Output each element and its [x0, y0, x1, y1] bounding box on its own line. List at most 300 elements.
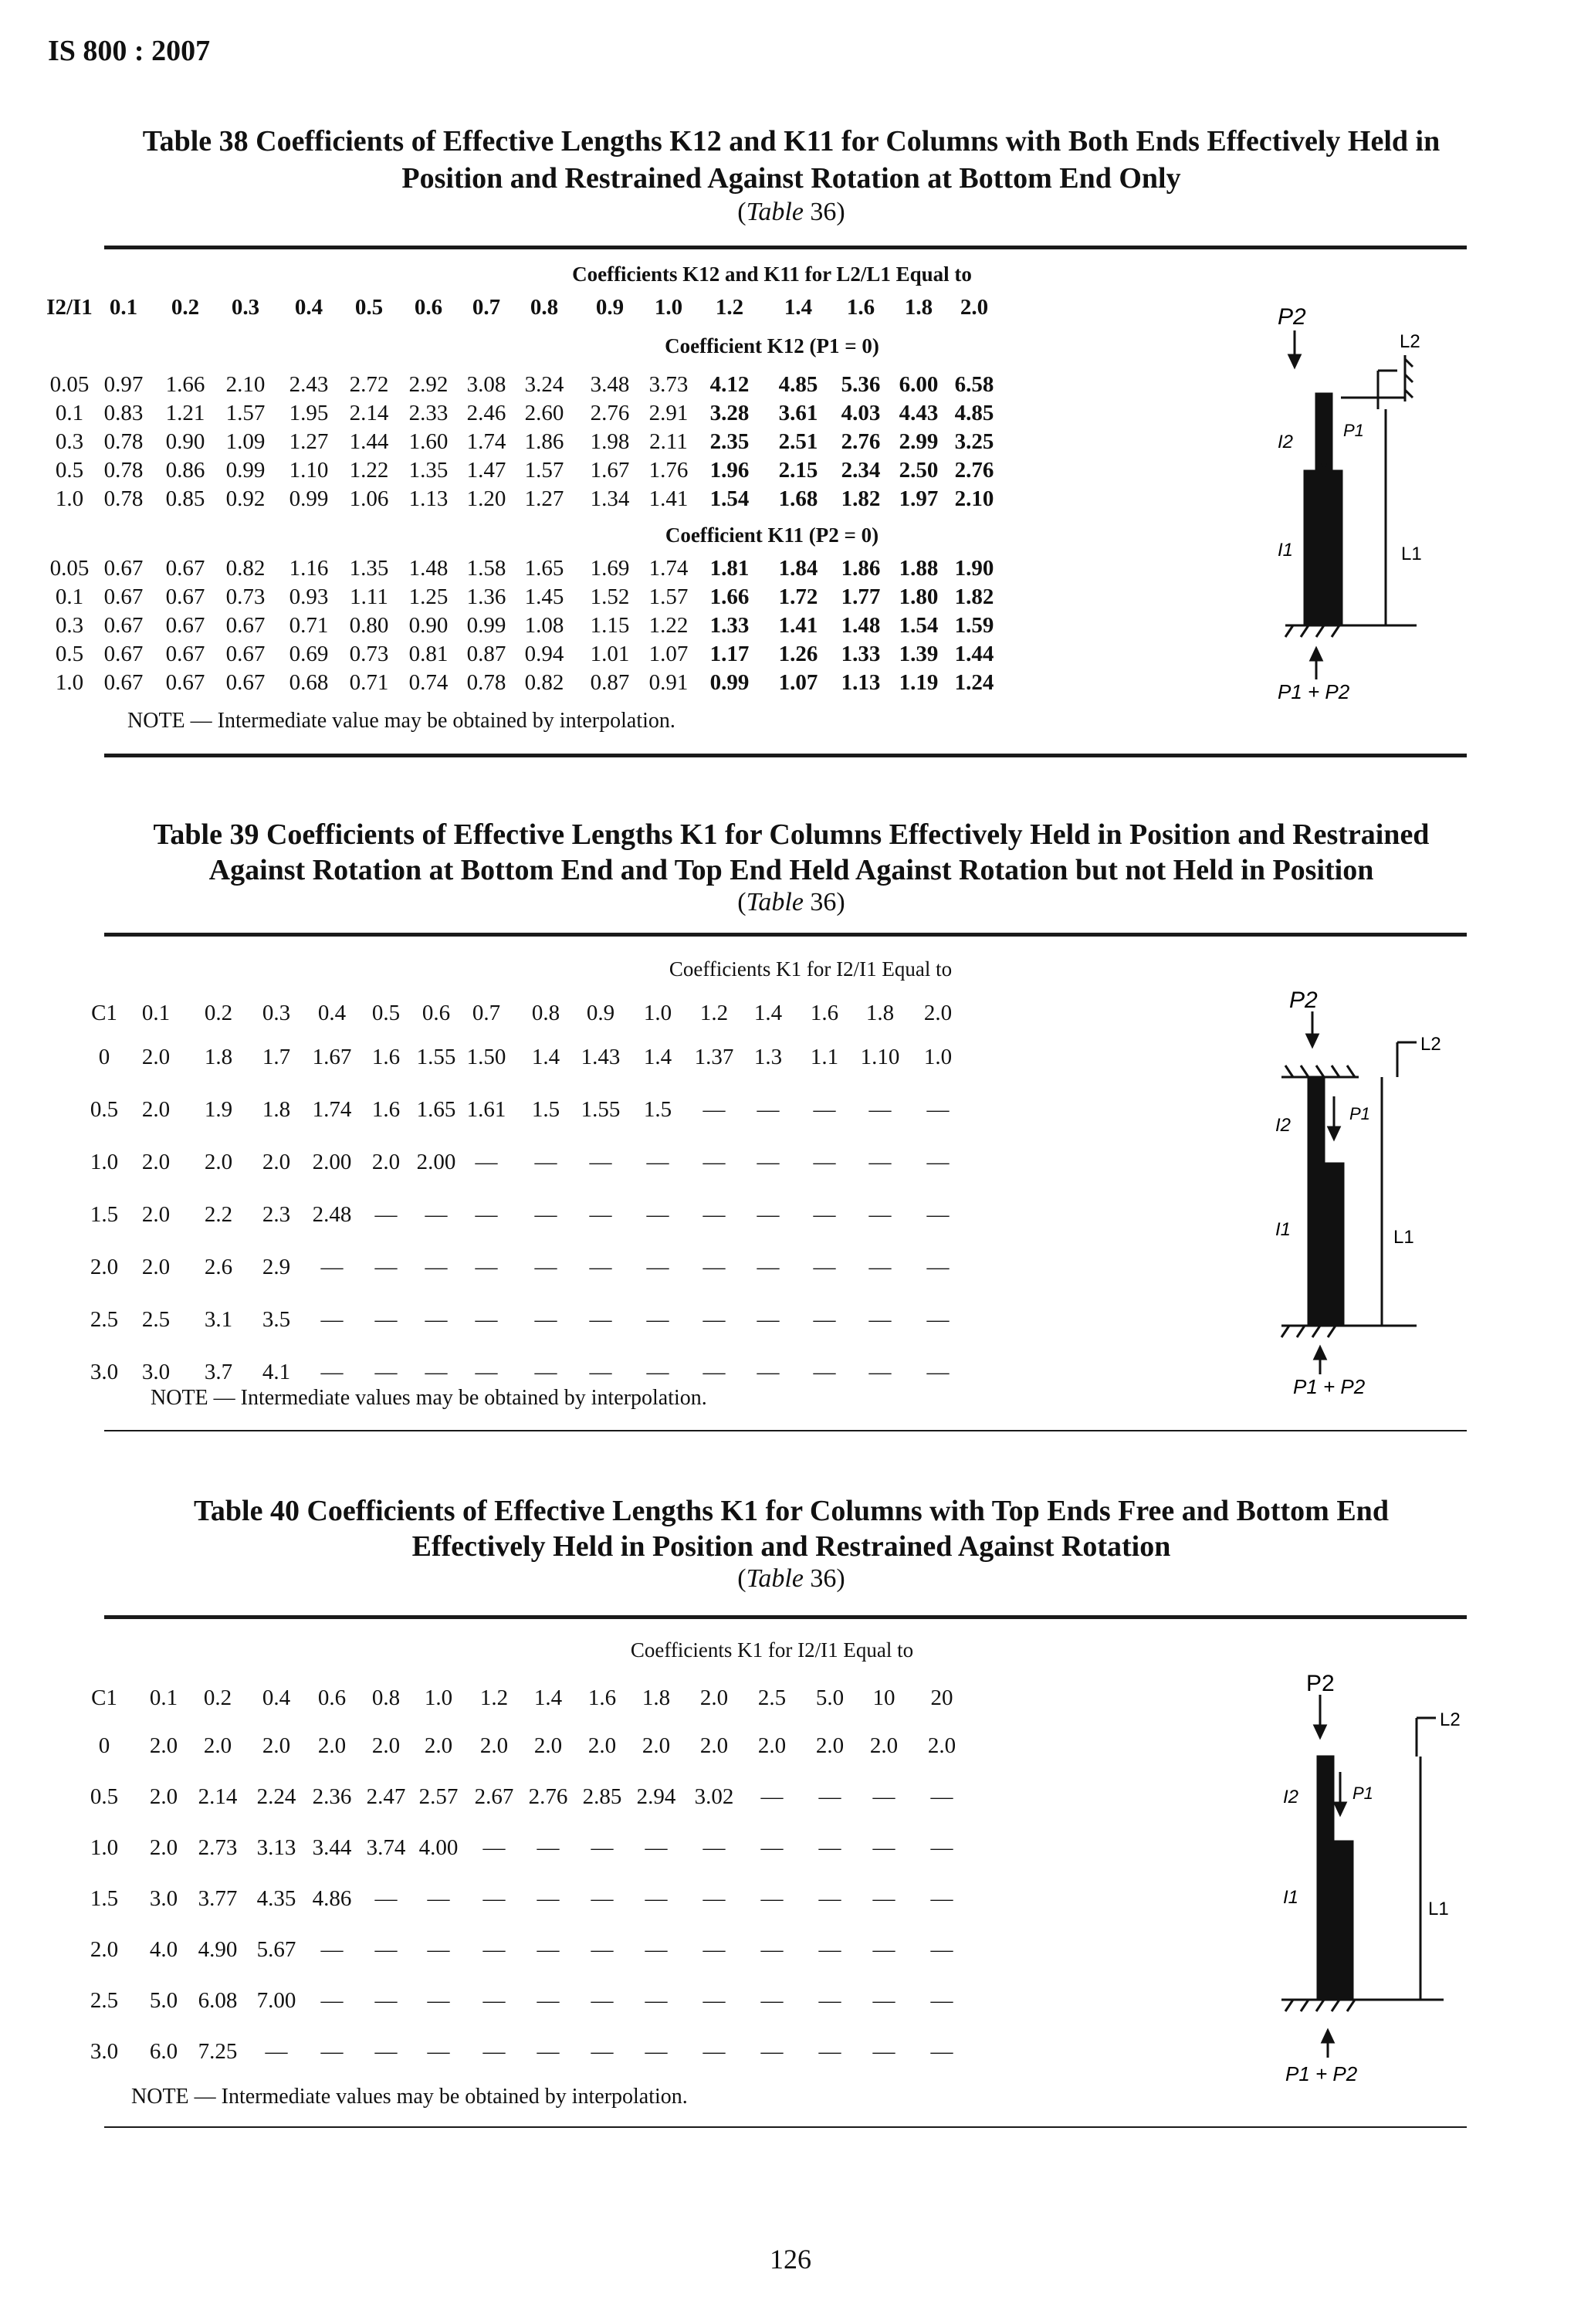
table40-row-label: 0.5	[90, 1784, 119, 1809]
table38-column-header: 0.9	[595, 295, 625, 320]
table39-table-cell: —	[702, 1307, 726, 1332]
table39-table-cell: 1.4	[643, 1045, 672, 1069]
table38-table-cell: 1.09	[225, 429, 266, 454]
table39-table-cell: —	[589, 1255, 612, 1279]
table39-table-cell: 2.6	[204, 1255, 233, 1279]
table38-table-cell: 1.52	[590, 584, 630, 609]
table38-table-cell: 1.06	[349, 486, 389, 511]
table39-table-cell: 1.10	[860, 1045, 900, 1069]
table39-table-cell: 1.55	[416, 1045, 456, 1069]
table39-table-cell: —	[534, 1307, 557, 1332]
table39-table-cell: 3.7	[204, 1360, 233, 1384]
table39-row-label: 2.0	[90, 1255, 119, 1279]
table38-table-cell: 0.81	[408, 642, 449, 666]
fig40-p1p2-label: P1 + P2	[1285, 2062, 1358, 2085]
table40-table-cell: 3.74	[366, 1835, 406, 1860]
table39-table-cell: 2.0	[141, 1255, 171, 1279]
fig38-p2-label: P2	[1278, 304, 1306, 330]
table38-table-cell: 3.73	[648, 372, 689, 397]
table39-column-header: 1.8	[865, 1001, 895, 1025]
table40-table-cell: —	[872, 1886, 895, 1911]
fig39-i2-label: I2	[1275, 1115, 1292, 1136]
table39-column-header: 1.2	[699, 1001, 729, 1025]
table40-table-cell: —	[645, 2039, 668, 2064]
table40-table-cell: —	[930, 1937, 953, 1962]
table40-table-cell: —	[645, 1937, 668, 1962]
table40-caption: Coefficients K1 for I2/I1 Equal to	[630, 1638, 914, 1662]
table40-table-cell: —	[537, 1886, 560, 1911]
fig38-l1-label: L1	[1401, 544, 1422, 564]
table38-table-cell: 1.26	[778, 642, 818, 666]
table39-table-cell: —	[926, 1097, 950, 1122]
table38-column-header: 0.4	[294, 295, 323, 320]
table38-table-cell: 1.11	[350, 584, 388, 609]
table39-table-cell: —	[534, 1255, 557, 1279]
table38-table-cell: 0.91	[648, 670, 689, 695]
table40-table-cell: 2.36	[312, 1784, 352, 1809]
table38-table-cell: 1.54	[899, 613, 939, 638]
fig40-p2-label: P2	[1306, 1671, 1335, 1696]
table40-table-cell: —	[265, 2039, 288, 2064]
table40-top-rule	[104, 1615, 1467, 1619]
table38-table-cell: 1.24	[954, 670, 994, 695]
table39-table-cell: 1.61	[466, 1097, 506, 1122]
table40-table-cell: 6.0	[149, 2039, 178, 2064]
table40-table-cell: —	[930, 1784, 953, 1809]
table39-table-cell: —	[320, 1307, 344, 1332]
table38-table-cell: 0.67	[165, 556, 205, 581]
table40-table-cell: —	[537, 1937, 560, 1962]
table39-table-cell: —	[425, 1360, 448, 1384]
table40-table-cell: —	[818, 1784, 841, 1809]
table39-row-label: 0.5	[90, 1097, 119, 1122]
table38-table-cell: 1.10	[289, 458, 329, 483]
table40-table-cell: 3.13	[256, 1835, 296, 1860]
table39-column-header: 0.2	[204, 1001, 233, 1025]
table40-row-label: 2.0	[90, 1937, 119, 1962]
table39-table-cell: 2.5	[141, 1307, 171, 1332]
table38-table-cell: 0.83	[103, 401, 144, 425]
table39-row-label: 2.5	[90, 1307, 119, 1332]
table39-table-cell: —	[813, 1202, 836, 1227]
table40-table-cell: 2.0	[149, 1835, 178, 1860]
table39-column-header: 0.6	[421, 1001, 451, 1025]
table39-table-cell: —	[589, 1202, 612, 1227]
table38-table-cell: 2.92	[408, 372, 449, 397]
table38-column-header: 0.8	[530, 295, 559, 320]
table40-table-cell: 3.0	[149, 1886, 178, 1911]
table40-table-cell: —	[818, 1988, 841, 2013]
table38-table-cell: 1.08	[524, 613, 564, 638]
table39-table-cell: —	[425, 1307, 448, 1332]
fig40-l2-label: L2	[1440, 1709, 1461, 1730]
table38-table-cell: 0.80	[349, 613, 389, 638]
table39-table-cell: 1.8	[262, 1097, 291, 1122]
table40-table-cell: 2.0	[587, 1733, 617, 1758]
table38-table-cell: 1.96	[709, 458, 750, 483]
table38-table-cell: 2.91	[648, 401, 689, 425]
table39-table-cell: —	[320, 1255, 344, 1279]
table39-table-cell: 1.43	[581, 1045, 621, 1069]
fig38-i2-label: I2	[1278, 432, 1294, 452]
table40-table-cell: 5.0	[149, 1988, 178, 2013]
table39-table-cell: —	[813, 1307, 836, 1332]
table40-table-cell: 2.0	[699, 1733, 729, 1758]
table38-row-label: 1.0	[55, 486, 84, 511]
table40-table-cell: 3.77	[198, 1886, 238, 1911]
table38-table-cell: 0.67	[225, 642, 266, 666]
table38-row-label: 1.0	[55, 670, 84, 695]
fig39-p1-label: P1	[1349, 1104, 1370, 1123]
table39-table-cell: 2.0	[141, 1202, 171, 1227]
table40-table-cell: 4.0	[149, 1937, 178, 1962]
table40-table-cell: 3.44	[312, 1835, 352, 1860]
table38-table-cell: 1.20	[466, 486, 506, 511]
table38-table-cell: 3.28	[709, 401, 750, 425]
table38-row-label: 0.3	[55, 429, 84, 454]
table38-table-cell: 1.97	[899, 486, 939, 511]
table39-table-cell: —	[475, 1360, 498, 1384]
table38-table-cell: 1.86	[524, 429, 564, 454]
table40-table-cell: 4.35	[256, 1886, 296, 1911]
table40-column-header: 1.0	[424, 1685, 453, 1710]
table39-table-cell: —	[757, 1360, 780, 1384]
table40-table-cell: —	[591, 1937, 614, 1962]
table38-table-cell: 2.15	[778, 458, 818, 483]
table40-table-cell: —	[930, 1835, 953, 1860]
table38-table-cell: 1.41	[778, 613, 818, 638]
table38-table-cell: 1.33	[709, 613, 750, 638]
table40-row-label: 2.5	[90, 1988, 119, 2013]
table39-table-cell: 2.0	[262, 1150, 291, 1174]
table38-caption: Coefficients K12 and K11 for L2/L1 Equal to	[572, 263, 972, 286]
table39-table-cell: 1.0	[923, 1045, 953, 1069]
table40-table-cell: —	[872, 2039, 895, 2064]
table39-table-cell: 1.5	[643, 1097, 672, 1122]
fig39-i1-label: I1	[1275, 1219, 1292, 1240]
table39-table-cell: —	[868, 1150, 892, 1174]
table39-table-cell: —	[868, 1097, 892, 1122]
table38-table-cell: 0.78	[103, 429, 144, 454]
table38-table-cell: 1.82	[841, 486, 881, 511]
table39-table-cell: 1.6	[371, 1045, 401, 1069]
table38-table-cell: 1.34	[590, 486, 630, 511]
table38-table-cell: 1.69	[590, 556, 630, 581]
table38-table-cell: 4.03	[841, 401, 881, 425]
table38-table-cell: 2.76	[954, 458, 994, 483]
table39-column-diagram	[1266, 981, 1467, 1397]
table40-table-cell: —	[702, 1835, 726, 1860]
table40-table-cell: 2.0	[371, 1733, 401, 1758]
table39-table-cell: —	[813, 1255, 836, 1279]
table38-table-cell: 0.71	[289, 613, 329, 638]
table40-table-cell: 2.0	[642, 1733, 671, 1758]
table39-table-cell: —	[702, 1255, 726, 1279]
table38-table-cell: 1.86	[841, 556, 881, 581]
table38-table-cell: 0.74	[408, 670, 449, 695]
table40-table-cell: —	[320, 1937, 344, 1962]
table38-table-cell: 0.67	[225, 613, 266, 638]
table40-table-cell: —	[374, 1886, 398, 1911]
table38-table-cell: 1.48	[408, 556, 449, 581]
table38-table-cell: 0.99	[709, 670, 750, 695]
table39-table-cell: 2.0	[141, 1045, 171, 1069]
table39-column-header: 1.4	[753, 1001, 783, 1025]
table39-column-header: 0.4	[317, 1001, 347, 1025]
table40-column-header: 1.2	[479, 1685, 509, 1710]
table38-table-cell: 2.10	[225, 372, 266, 397]
table38-table-cell: 1.36	[466, 584, 506, 609]
table39-table-cell: —	[868, 1360, 892, 1384]
table39-table-cell: 3.1	[204, 1307, 233, 1332]
table40-table-cell: 7.25	[198, 2039, 238, 2064]
table38-table-cell: 1.41	[648, 486, 689, 511]
table38-row-label: 0.05	[49, 372, 90, 397]
table40-table-cell: 2.0	[927, 1733, 956, 1758]
table40-table-cell: 6.08	[198, 1988, 238, 2013]
table38-row-label-header: I2/I1	[46, 295, 93, 320]
table40-table-cell: 4.86	[312, 1886, 352, 1911]
table39-table-cell: 1.7	[262, 1045, 291, 1069]
table40-table-cell: —	[872, 1988, 895, 2013]
table38-table-cell: 1.19	[899, 670, 939, 695]
table40-table-cell: 5.67	[256, 1937, 296, 1962]
table38-table-cell: 1.68	[778, 486, 818, 511]
table40-table-cell: 2.73	[198, 1835, 238, 1860]
table40-table-cell: —	[760, 1835, 784, 1860]
fig39-p2-label: P2	[1289, 988, 1318, 1013]
table38-table-cell: 0.82	[225, 556, 266, 581]
table38-table-cell: 1.59	[954, 613, 994, 638]
table39-row-label: 1.5	[90, 1202, 119, 1227]
table40-table-cell: —	[374, 1988, 398, 2013]
table38-table-cell: 0.92	[225, 486, 266, 511]
table40-row-label: 1.5	[90, 1886, 119, 1911]
table40-bottom-rule	[104, 2126, 1467, 2128]
table38-table-cell: 1.07	[648, 642, 689, 666]
table38-table-cell: 3.25	[954, 429, 994, 454]
table38-table-cell: 1.74	[466, 429, 506, 454]
table38-table-cell: 0.67	[103, 584, 144, 609]
table38-table-cell: 1.74	[648, 556, 689, 581]
fig39-l1-label: L1	[1393, 1227, 1414, 1248]
table40-table-cell: —	[374, 2039, 398, 2064]
table38-bottom-rule	[104, 754, 1467, 757]
table39-table-cell: —	[757, 1307, 780, 1332]
table39-table-cell: —	[646, 1202, 669, 1227]
table38-table-cell: 0.99	[466, 613, 506, 638]
table38-table-cell: 0.86	[165, 458, 205, 483]
table38-table-cell: 3.61	[778, 401, 818, 425]
table40-column-header: 0.8	[371, 1685, 401, 1710]
table39-column-header: 0.3	[262, 1001, 291, 1025]
table38-column-header: 1.8	[904, 295, 933, 320]
fig40-i1-label: I1	[1283, 1887, 1299, 1908]
fig40-p1-label: P1	[1352, 1784, 1373, 1803]
table38-table-cell: 1.35	[349, 556, 389, 581]
table38-column-header: 0.3	[231, 295, 260, 320]
table38-column-header: 2.0	[960, 295, 989, 320]
table38-column-header: 1.4	[784, 295, 813, 320]
table39-table-cell: —	[757, 1255, 780, 1279]
table39-top-rule	[104, 933, 1467, 937]
table40-table-cell: 3.02	[694, 1784, 734, 1809]
table38-table-cell: 1.01	[590, 642, 630, 666]
table40-table-cell: —	[537, 2039, 560, 2064]
table39-table-cell: —	[702, 1202, 726, 1227]
table40-table-cell: 2.57	[418, 1784, 459, 1809]
table38-note: NOTE — Intermediate value may be obtained by interpolation.	[127, 709, 675, 733]
table38-table-cell: 0.67	[165, 670, 205, 695]
table40-table-cell: —	[760, 1886, 784, 1911]
table38-top-rule	[104, 246, 1467, 249]
table39-table-cell: —	[646, 1307, 669, 1332]
table40-table-cell: —	[537, 1835, 560, 1860]
table38-column-header: 0.7	[472, 295, 501, 320]
table38-column-header: 0.1	[109, 295, 138, 320]
table40-table-cell: 4.00	[418, 1835, 459, 1860]
table38-table-cell: 0.67	[225, 670, 266, 695]
table39-table-cell: 1.37	[694, 1045, 734, 1069]
table38-table-cell: 2.72	[349, 372, 389, 397]
table39-table-cell: 1.50	[466, 1045, 506, 1069]
table39-table-cell: —	[475, 1150, 498, 1174]
table39-table-cell: 1.74	[312, 1097, 352, 1122]
table38-table-cell: 1.27	[289, 429, 329, 454]
table40-table-cell: —	[591, 1835, 614, 1860]
table39-row-label: 0	[98, 1045, 110, 1069]
table39-table-cell: —	[320, 1360, 344, 1384]
table39-table-cell: —	[757, 1202, 780, 1227]
table38-table-cell: 1.80	[899, 584, 939, 609]
table40-column-header: 2.0	[699, 1685, 729, 1710]
table39-table-cell: —	[702, 1150, 726, 1174]
table40-table-cell: —	[427, 1937, 450, 1962]
fig38-i1-label: I1	[1278, 540, 1294, 561]
table38-table-cell: 4.12	[709, 372, 750, 397]
table40-table-cell: —	[427, 2039, 450, 2064]
table40-table-cell: —	[427, 1886, 450, 1911]
table38-table-cell: 1.25	[408, 584, 449, 609]
table38-table-cell: 6.58	[954, 372, 994, 397]
table38-table-cell: 1.66	[165, 372, 205, 397]
table38-table-cell: 2.14	[349, 401, 389, 425]
table38-table-cell: 1.44	[954, 642, 994, 666]
table38-table-cell: 0.73	[349, 642, 389, 666]
table38-table-cell: 0.67	[103, 642, 144, 666]
table38-row-label: 0.3	[55, 613, 84, 638]
table38-table-cell: 4.43	[899, 401, 939, 425]
table40-table-cell: —	[320, 2039, 344, 2064]
table38-column-header: 1.6	[846, 295, 875, 320]
table40-title-line1: Table 40 Coefficients of Effective Lengths K1 for Columns with Top Ends Free and Bottom End	[194, 1495, 1389, 1527]
table38-row-label: 0.5	[55, 642, 84, 666]
table38-table-cell: 2.46	[466, 401, 506, 425]
table40-table-cell: —	[702, 2039, 726, 2064]
table38-column-header: 0.2	[171, 295, 200, 320]
table40-table-cell: —	[591, 2039, 614, 2064]
table39-column-header: 0.1	[141, 1001, 171, 1025]
table39-table-cell: —	[589, 1360, 612, 1384]
table39-table-cell: —	[702, 1360, 726, 1384]
table38-table-cell: 0.94	[524, 642, 564, 666]
table39-title-line1: Table 39 Coefficients of Effective Lengths K1 for Columns Effectively Held in Position and Restrained	[153, 818, 1430, 851]
table39-table-cell: —	[926, 1150, 950, 1174]
table38-table-cell: 5.36	[841, 372, 881, 397]
table38-table-cell: 1.33	[841, 642, 881, 666]
table40-reference: (Table 36)	[737, 1564, 845, 1593]
table38-table-cell: 1.17	[709, 642, 750, 666]
table38-column-diagram	[1270, 293, 1471, 703]
document-header: IS 800 : 2007	[48, 35, 211, 67]
column-schematic	[1285, 330, 1417, 679]
table40-table-cell: 2.0	[203, 1733, 232, 1758]
table38-table-cell: 1.66	[709, 584, 750, 609]
table40-table-cell: 2.0	[317, 1733, 347, 1758]
table38-table-cell: 1.95	[289, 401, 329, 425]
table40-table-cell: 2.85	[582, 1784, 622, 1809]
table38-table-cell: 1.84	[778, 556, 818, 581]
table38-table-cell: 1.58	[466, 556, 506, 581]
table40-table-cell: 2.67	[474, 1784, 514, 1809]
table40-column-header: 1.6	[587, 1685, 617, 1710]
table39-table-cell: 1.3	[753, 1045, 783, 1069]
fig38-p1-label: P1	[1343, 421, 1364, 440]
table40-table-cell: —	[930, 1988, 953, 2013]
table39-column-header: 1.0	[643, 1001, 672, 1025]
table38-table-cell: 3.24	[524, 372, 564, 397]
table38-title-line1: Table 38 Coefficients of Effective Lengths K12 and K11 for Columns with Both Ends Effectively Held in	[142, 125, 1441, 158]
table39-table-cell: 1.6	[371, 1097, 401, 1122]
table40-row-label: 3.0	[90, 2039, 119, 2064]
table38-column-header: 0.6	[414, 295, 443, 320]
table40-column-diagram	[1266, 1656, 1474, 2085]
table39-table-cell: —	[374, 1307, 398, 1332]
table38-title-line2: Position and Restrained Against Rotation at Bottom End Only	[401, 162, 1181, 195]
table39-table-cell: 1.8	[204, 1045, 233, 1069]
table40-table-cell: —	[702, 1886, 726, 1911]
table38-table-cell: 1.48	[841, 613, 881, 638]
table39-table-cell: —	[646, 1360, 669, 1384]
table39-table-cell: 1.9	[204, 1097, 233, 1122]
table40-table-cell: —	[760, 2039, 784, 2064]
table38-table-cell: 1.44	[349, 429, 389, 454]
table40-table-cell: —	[818, 2039, 841, 2064]
table39-table-cell: —	[534, 1360, 557, 1384]
table40-table-cell: —	[591, 1988, 614, 2013]
table39-table-cell: 4.1	[262, 1360, 291, 1384]
table38-table-cell: 2.60	[524, 401, 564, 425]
table38-table-cell: 3.48	[590, 372, 630, 397]
table40-table-cell: —	[930, 1886, 953, 1911]
table39-table-cell: 1.4	[531, 1045, 560, 1069]
column-schematic	[1281, 1011, 1417, 1374]
table40-table-cell: 2.0	[815, 1733, 845, 1758]
table40-table-cell: —	[818, 1835, 841, 1860]
column-schematic	[1281, 1695, 1444, 2058]
table38-table-cell: 0.90	[165, 429, 205, 454]
table40-table-cell: —	[482, 1937, 506, 1962]
table38-table-cell: 1.77	[841, 584, 881, 609]
table40-table-cell: —	[872, 1835, 895, 1860]
table38-row-label: 0.05	[49, 556, 90, 581]
table39-table-cell: —	[813, 1360, 836, 1384]
table39-bottom-rule	[104, 1430, 1467, 1431]
table40-table-cell: —	[645, 1988, 668, 2013]
table39-column-header: 2.0	[923, 1001, 953, 1025]
table39-table-cell: 2.0	[141, 1097, 171, 1122]
table38-table-cell: 1.76	[648, 458, 689, 483]
